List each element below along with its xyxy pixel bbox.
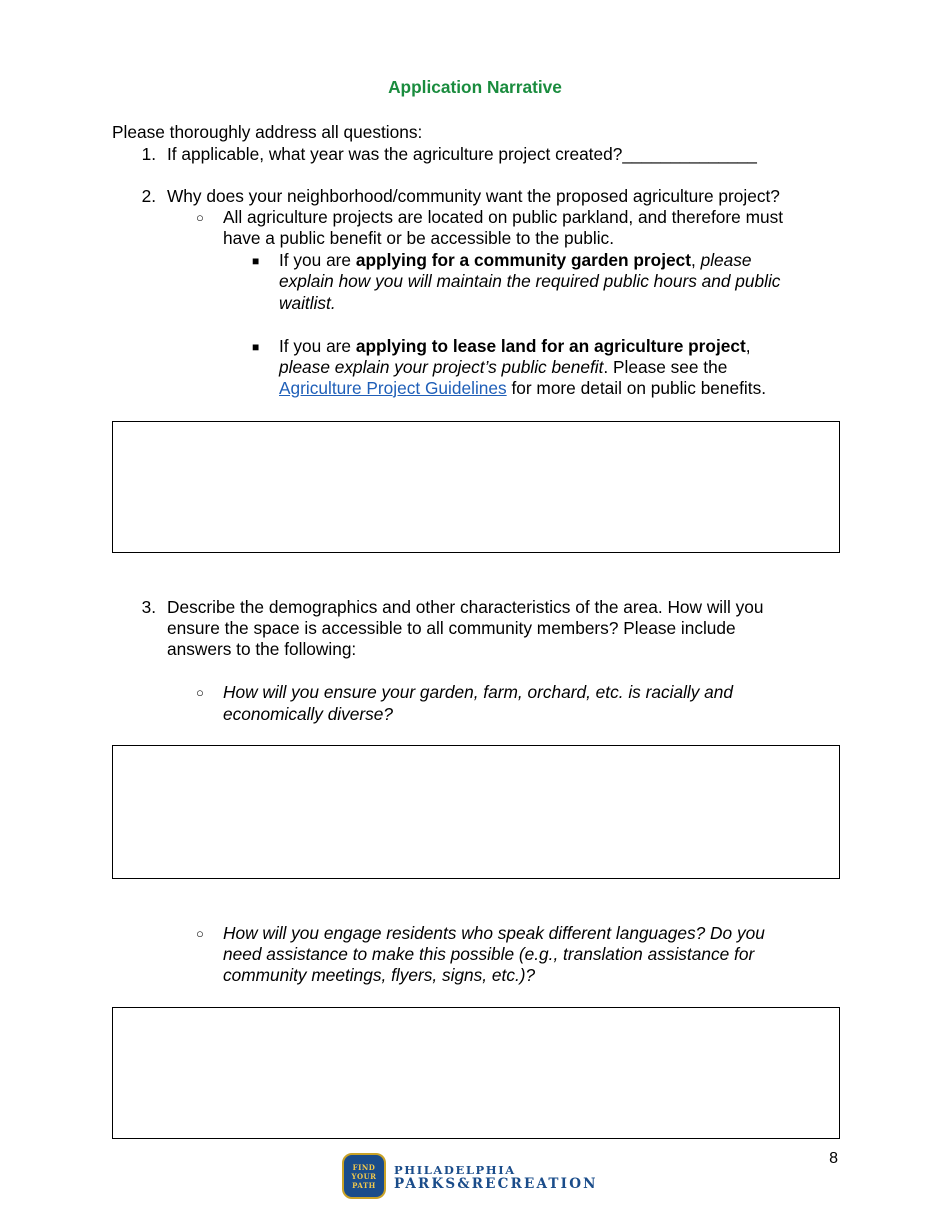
q2-sub1-line1 [279,250,752,271]
q2-sub2-line3 [279,378,766,399]
q3-b2-line1: How will you engage residents who speak different languages? Do you [223,923,765,943]
q2-sub2-lead: If you are [279,336,356,356]
q2-sub1-italic1: please [700,250,752,270]
q2-sub1-comma: , [690,250,701,270]
q2-number: 2. [141,186,156,206]
q2-sub2-bold: applying to lease land for an agriculture project [355,336,746,356]
guidelines-link[interactable]: Agriculture Project Guidelines [279,378,507,398]
q2-sub2-italic: please explain your project’s public benefit [279,357,604,377]
q3-b1-line1: How will you ensure your garden, farm, orchard, etc. is racially and [223,682,734,702]
q2-sub2-line2 [279,357,727,378]
q2-bullet-line2: have a public benefit or be accessible to the public. [223,228,614,248]
q1-text: If applicable, what year was the agriculture project created?______________ [167,144,757,164]
logo-badge-line1: FIND [352,1162,376,1172]
find-your-path-logo-icon [342,1153,386,1199]
bullet-square-icon: ■ [252,254,260,268]
logo-badge-line3: PATH [352,1180,376,1190]
logo-name-line2: PARKS&RECREATION [394,1176,598,1192]
q3-b2-line3: community meetings, flyers, signs, etc.)? [223,965,536,985]
q2-sub1-bold: applying for a community garden project [355,250,691,270]
q3-diversity-answer-box[interactable] [112,745,840,879]
bullet-square-icon: ■ [252,340,260,354]
q3-number: 3. [141,597,156,617]
q3-b2-line2: need assistance to make this possible (e.g., translation assistance for [223,944,755,964]
intro-text: Please thoroughly address all questions: [112,122,423,142]
q3-line2: ensure the space is accessible to all community members? Please include [167,618,736,638]
bullet-circle-icon: ○ [196,685,204,700]
page-title: Application Narrative [388,77,562,97]
q2-text: Why does your neighborhood/community want the proposed agriculture project? [167,186,780,206]
q2-sub2-after: . Please see the [603,357,728,377]
q2-sub1-line2: explain how you will maintain the required public hours and public [279,271,781,291]
q2-sub1-line3: waitlist. [279,293,336,313]
logo-name-line1: PHILADELPHIA [394,1163,516,1177]
q1-number: 1. [141,144,156,164]
bullet-circle-icon: ○ [196,926,204,941]
bullet-circle-icon: ○ [196,210,204,225]
q3-languages-answer-box[interactable] [112,1007,840,1139]
q2-sub2-end: for more detail on public benefits. [506,378,767,398]
q2-sub2-comma: , [745,336,751,356]
q3-line3: answers to the following: [167,639,357,659]
logo-badge-line2: YOUR [351,1171,377,1181]
q2-answer-box[interactable] [112,421,840,553]
page-number: 8 [829,1150,838,1167]
q3-line1: Describe the demographics and other characteristics of the area. How will you [167,597,764,617]
q3-b1-line2: economically diverse? [223,704,394,724]
q2-sub1-lead: If you are [279,250,356,270]
q2-sub2-line1 [279,336,751,357]
q2-bullet-line1: All agriculture projects are located on public parkland, and therefore must [223,207,784,227]
